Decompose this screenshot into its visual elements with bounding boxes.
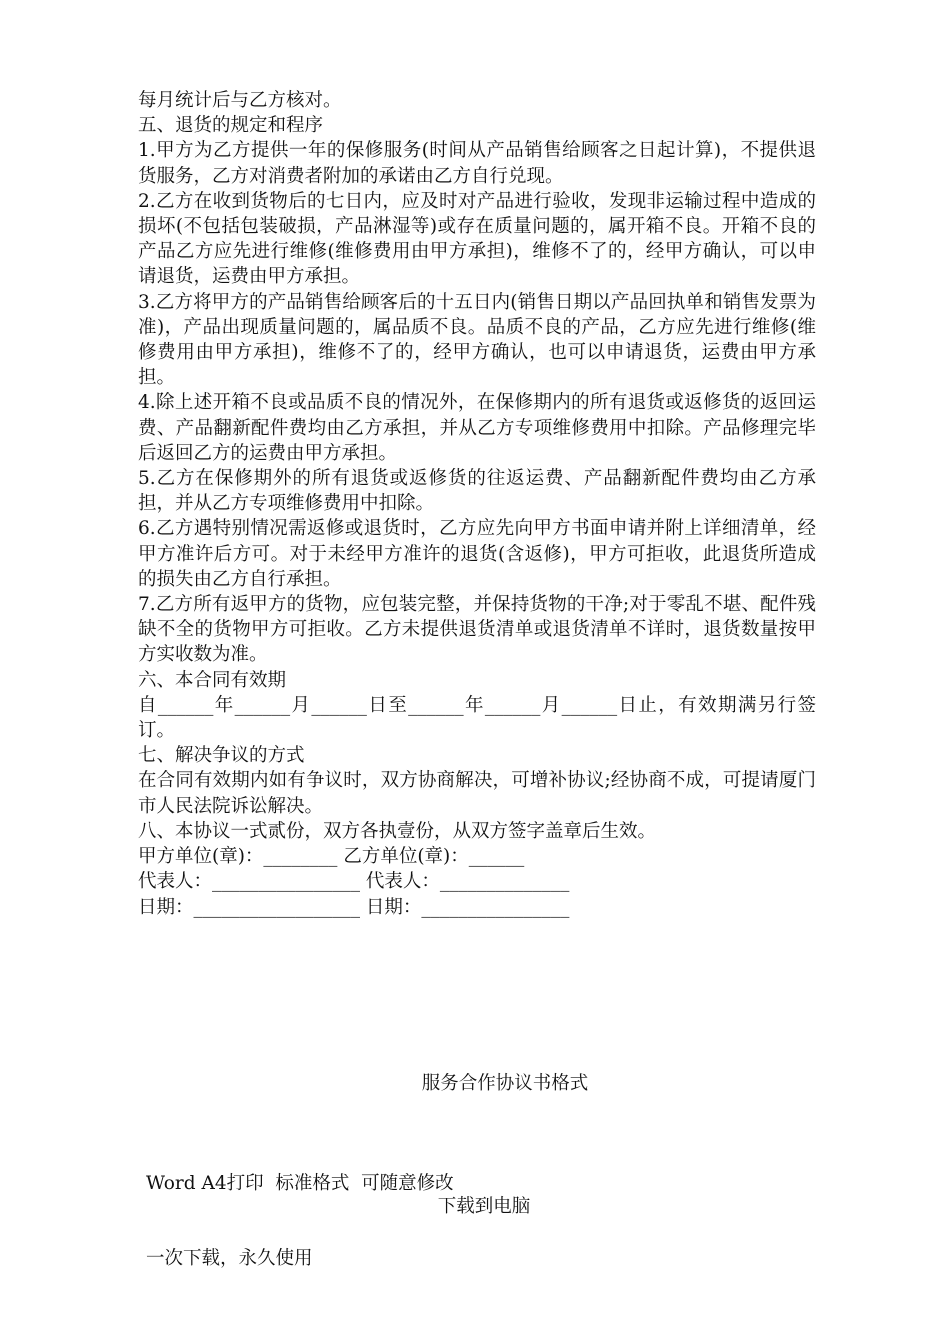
paragraph-monthly-check: 每月统计后与乙方核对。 (138, 90, 342, 111)
section-heading-returns: 五、退货的规定和程序 (138, 115, 324, 137)
footer-info (146, 1121, 454, 1321)
clause-2: 2.乙方在收到货物后的七日内，应及时对产品进行验收，发现非运输过程中造成的损坏(不包括包装破损，产品淋湿等)或存在质量问题的，属开箱不良。开箱不良的产品乙方应先进行维修(维修费用由甲方承担)，维修不了的，经甲方确认，可以申请退货，运费由甲方承担。 (138, 190, 816, 288)
validity-period-text: 自______年______月______日至______年______月______日止，有效期满另行签订。 (138, 694, 816, 742)
clause-7: 7.乙方所有返甲方的货物，应包装完整，并保持货物的干净;对于零乱不堪、配件残缺不全的货物甲方可拒收。乙方未提供退货清单或退货清单不详时，退货数量按甲方实收数为准。 (138, 594, 816, 666)
clause-5: 5.乙方在保修期外的所有退货或返修货的往返运费、产品翻新配件费均由乙方承担，并从乙方专项维修费用中扣除。 (138, 468, 816, 515)
section-heading-disputes: 七、解决争议的方式 (138, 745, 305, 767)
footer-title: 服务合作协议书格式 (421, 1073, 589, 1094)
section-heading-validity: 六、本合同有效期 (138, 669, 287, 691)
footer-info-line-2: 一次下载，永久使用 (146, 1248, 313, 1269)
dispute-resolution-text: 在合同有效期内如有争议时，双方协商解决，可增补协议;经协商不成，可提请厦门市人民法院诉讼解决。 (138, 770, 816, 817)
contract-body (138, 88, 816, 920)
section-heading-copies: 八、本协议一式贰份，双方各执壹份，从双方签字盖章后生效。 (138, 820, 657, 842)
clause-3: 3.乙方将甲方的产品销售给顾客后的十五日内(销售日期以产品回执单和销售发票为准)，产品出现质量问题的，属品质不良。品质不良的产品，乙方应先进行维修(维修费用由甲方承担)，维修不了的，经甲方确认，也可以申请退货，运费由甲方承担。 (138, 291, 816, 389)
footer-info-line-1: Word A4打印 标准格式 可随意修改 (146, 1173, 454, 1194)
signature-unit-row: 甲方单位(章)：________ 乙方单位(章)：______ (138, 846, 525, 868)
signature-date-row: 日期：__________________ 日期：________________ (138, 896, 570, 918)
clause-4: 4.除上述开箱不良或品质不良的情况外，在保修期内的所有退货或返修货的返回运费、产品翻新配件费均由乙方承担，并从乙方专项维修费用中扣除。产品修理完毕后返回乙方的运费由甲方承担。 (138, 392, 816, 464)
clause-6: 6.乙方遇特别情况需返修或退货时，乙方应先向甲方书面申请并附上详细清单，经甲方准许后方可。对于未经甲方准许的退货(含返修)，甲方可拒收，此退货所造成的损失由乙方自行承担。 (138, 518, 816, 590)
download-link[interactable]: 下载到电脑 (437, 1196, 531, 1217)
signature-representative-row: 代表人：________________ 代表人：______________ (138, 871, 570, 893)
clause-1: 1.甲方为乙方提供一年的保修服务(时间从产品销售给顾客之日起计算)，不提供退货服务，乙方对消费者附加的承诺由乙方自行兑现。 (138, 140, 816, 187)
